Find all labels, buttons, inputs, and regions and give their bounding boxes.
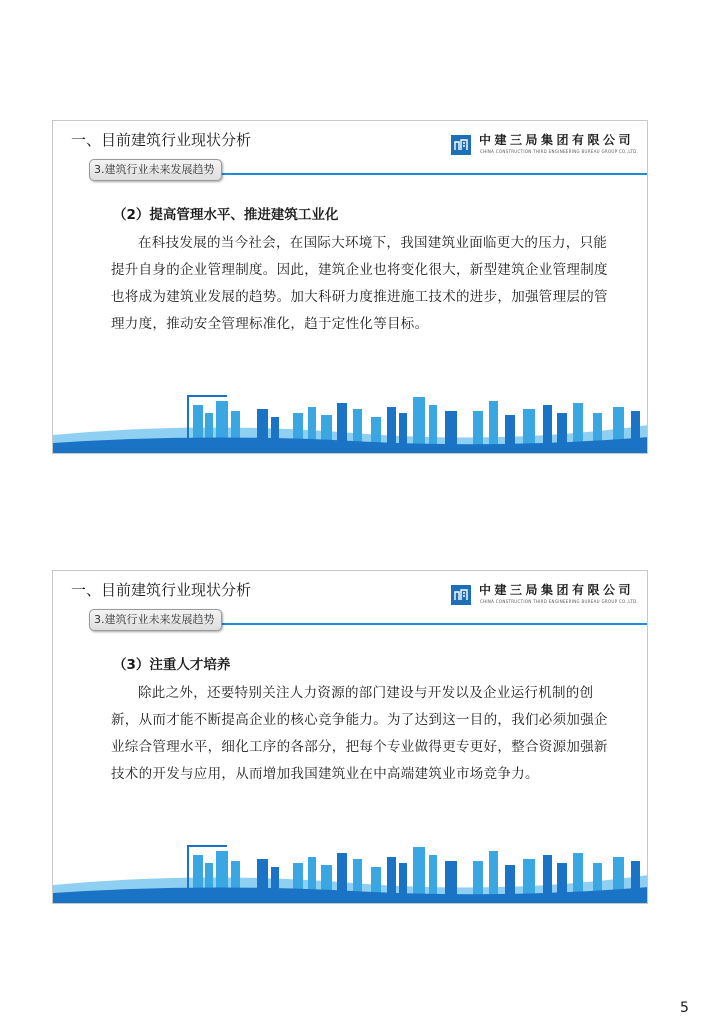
company-logo-icon (451, 585, 471, 605)
subheading: （2）提高管理水平、推进建筑工业化 (113, 207, 339, 223)
company-logo-icon (451, 135, 471, 155)
company-name-cn: 中建三局集团有限公司 (479, 133, 635, 147)
body-paragraph: 在科技发展的当今社会，在国际大环境下，我国建筑业面临更大的压力，只能提升自身的企业管理制度。因此，建筑企业也将变化很大，新型建筑企业管理制度也将成为建筑业发展的趋势。加大科研力度推进施工技术的进步，加强管理层的管理力度，推动安全管理标准化，趋于定性化等目标。 (111, 235, 608, 332)
page-number: 5 (680, 1000, 689, 1016)
slide-2 (52, 570, 648, 904)
city-skyline-illustration (53, 383, 648, 453)
company-name-cn: 中建三局集团有限公司 (479, 583, 635, 597)
section-title: 一、目前建筑行业现状分析 (71, 581, 252, 599)
company-name-en: CHINA CONSTRUCTION THIRD ENGINEERING BUREAU GROUP CO.,LTD. (480, 149, 639, 154)
section-title: 一、目前建筑行业现状分析 (71, 131, 252, 149)
subheading: （3）注重人才培养 (113, 657, 231, 673)
city-skyline-illustration (53, 833, 648, 903)
tab-label: 3.建筑行业未来发展趋势 (89, 159, 222, 181)
company-name-en: CHINA CONSTRUCTION THIRD ENGINEERING BUREAU GROUP CO.,LTD. (480, 599, 639, 604)
body-paragraph: 除此之外，还要特别关注人力资源的部门建设与开发以及企业运行机制的创新，从而才能不断提高企业的核心竞争能力。为了达到这一目的，我们必须加强企业综合管理水平，细化工序的各部分，把每个专业做得更专更好，整合资源加强新技术的开发与应用，从而增加我国建筑业在中高端建筑业市场竞争力。 (111, 685, 608, 782)
tab-label: 3.建筑行业未来发展趋势 (89, 609, 222, 631)
slide-1 (52, 120, 648, 454)
